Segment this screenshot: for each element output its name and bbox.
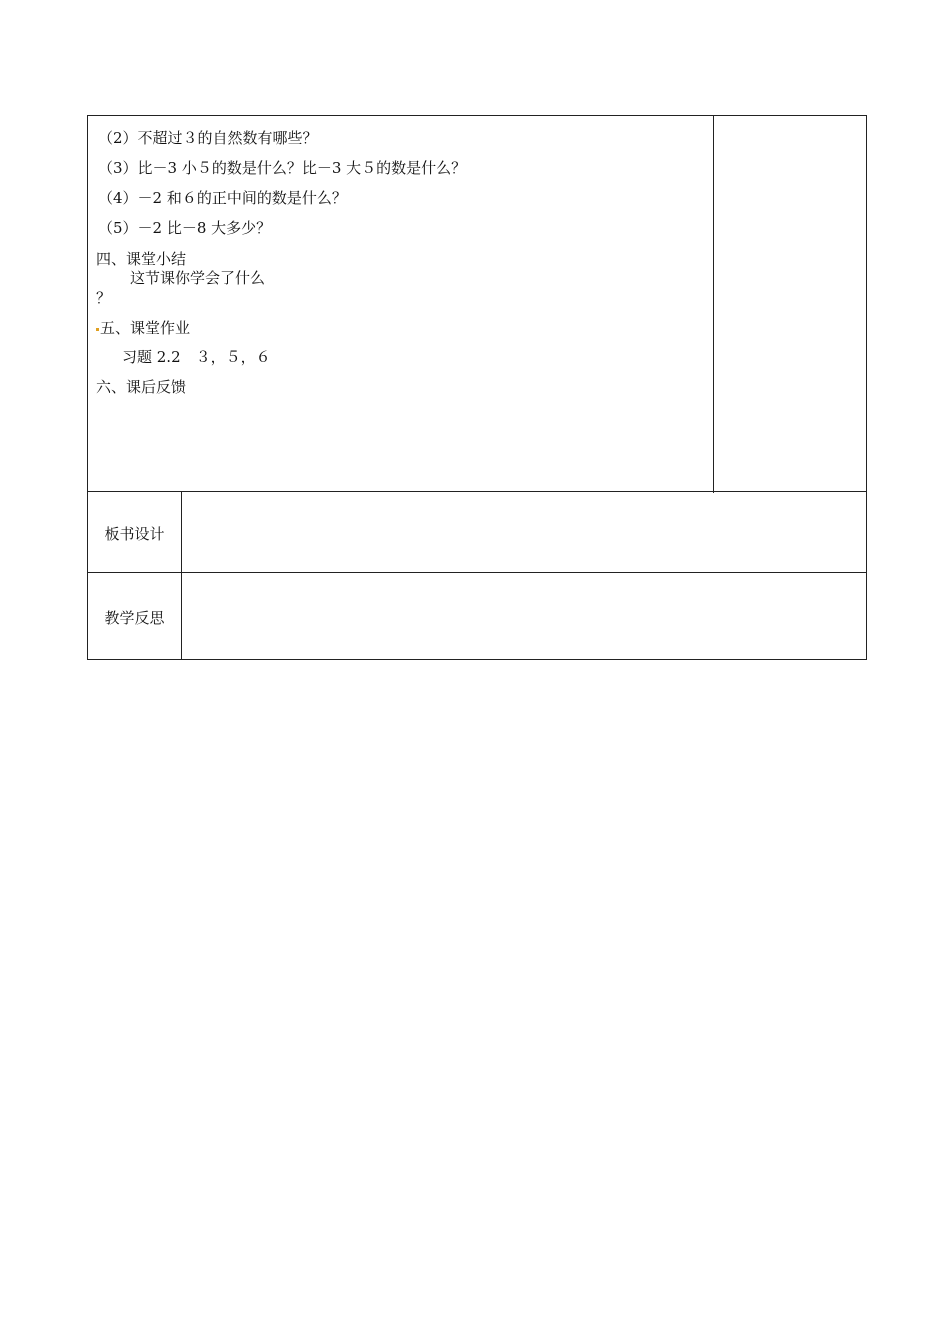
teaching-reflection-label: 教学反思 [104, 609, 165, 627]
section-feedback-heading: 六、课后反馈 [96, 378, 187, 396]
summary-prompt: 这节课你学会了什么 [130, 269, 266, 287]
board-design-label: 板书设计 [104, 525, 165, 543]
question-2: （2）不超过３的自然数有哪些？ [98, 129, 318, 147]
question-4: （4）－2 和６的正中间的数是什么？ [98, 189, 347, 207]
question-5: （5）－2 比－8 大多少？ [98, 219, 272, 237]
section-homework-heading-text: 五、课堂作业 [100, 319, 191, 337]
section-summary-heading: 四、课堂小结 [96, 250, 187, 268]
notes-column-divider [713, 116, 714, 493]
text-anchor-marker-icon [96, 328, 99, 331]
teaching-reflection-row [87, 572, 867, 660]
section-homework-heading [96, 318, 190, 338]
question-3: （3）比－3 小５的数是什么？比－3 大５的数是什么？ [98, 159, 467, 177]
lesson-content-cell [87, 115, 867, 492]
summary-prompt-question-mark: ？ [96, 289, 112, 307]
teaching-reflection-divider [181, 573, 182, 659]
board-design-divider [181, 492, 182, 572]
board-design-row [87, 491, 867, 573]
homework-exercises: 习题 2.2 ３，５，６ [122, 348, 271, 366]
